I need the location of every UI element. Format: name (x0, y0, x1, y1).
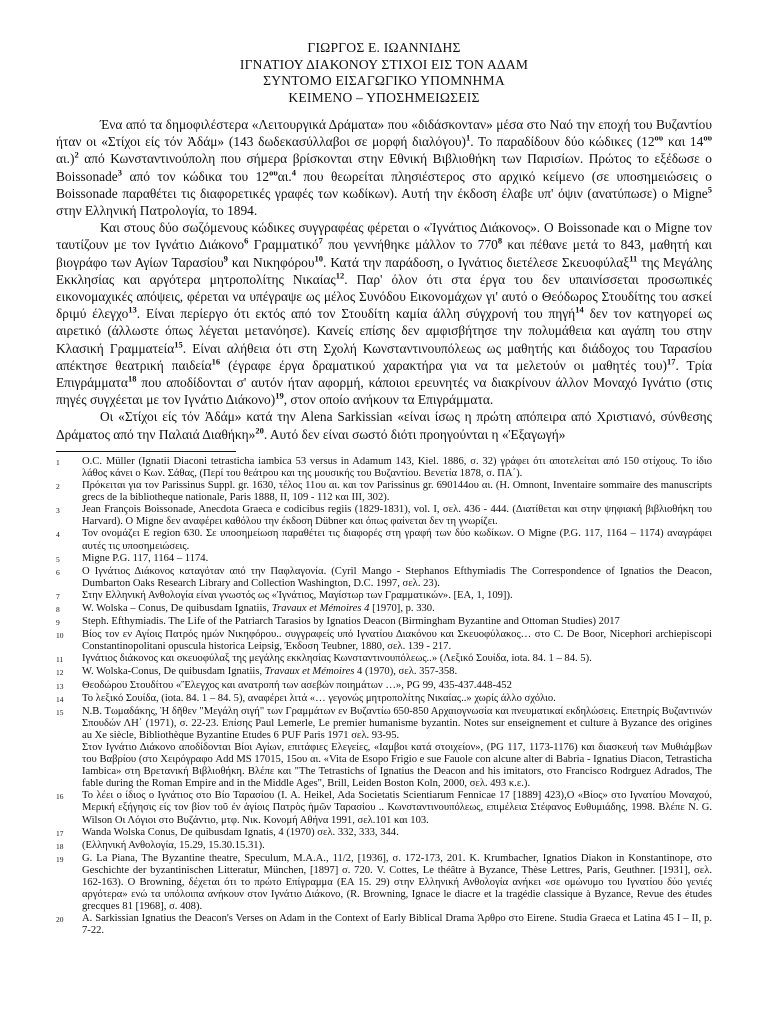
footnote (56, 790, 712, 826)
footnote-number: 16 (56, 792, 64, 802)
footnote-number: 9 (56, 618, 60, 628)
footnote-marker[interactable]: ου (654, 132, 664, 143)
footnote (56, 680, 712, 693)
footnote (56, 666, 712, 679)
footnote-number: 4 (56, 530, 60, 540)
text-run: αι.) (56, 151, 75, 167)
text-run: από Κωνσταντινούπολη που σήμερα βρίσκονται στην Εθνική Βιβλιοθήκη των Παρισίων. Πρώτος το εξέδωσε ο Boissonade (56, 151, 712, 184)
footnote-marker[interactable]: 8 (497, 235, 503, 246)
footnote-text (82, 853, 712, 913)
footnote-text-run: Wanda Wolska Conus, De quibusdam Ignatis, 4 (1970) σελ. 332, 333, 344. (82, 826, 399, 838)
section-heading: ΚΕΙΜΕΝΟ – ΥΠΟΣΗΜΕΙΩΣΕΙΣ (288, 89, 480, 105)
footnote-text-run: Migne P.G. 117, 1164 – 1174. (82, 552, 209, 564)
footnote-number: 20 (56, 915, 64, 925)
footnote (56, 853, 712, 913)
footnote (56, 603, 712, 616)
footnote-marker[interactable]: ου (269, 167, 278, 178)
footnote-number: 13 (56, 681, 64, 691)
footnote-divider (56, 451, 236, 452)
footnote-marker[interactable]: 5 (707, 184, 712, 195)
footnote-text-run: W. Wolska-Conus, De quibusdam Ignatiis, (82, 666, 265, 678)
footnote-marker[interactable]: 19 (275, 390, 284, 401)
footnote-number: 8 (56, 604, 60, 614)
footnote-marker[interactable]: 16 (211, 356, 221, 367)
text-run: που θεωρείται πλησιέστερος στο αρχικό κείμενο (σε υποσημειώσεις ο Boissonade παραθέτει τις διαφορετικές γραφές των κωδίκων). Αυτή την έκδοση έλαβε υπ' όψιν (ανατύπωσε) ο Migne (56, 168, 712, 201)
body-paragraph (56, 116, 712, 219)
footnote (56, 528, 712, 552)
footnotes (56, 456, 712, 938)
text-run: της Μεγάλης Εκκλησίας και αργότερα μητροπολίτης Νικαίας (56, 254, 712, 287)
footnote-number: 19 (56, 854, 64, 864)
footnote-number: 3 (56, 506, 60, 516)
footnote-number: 15 (56, 707, 64, 717)
footnote-marker[interactable]: 20 (255, 425, 264, 436)
text-run: . Αυτό δεν είναι σωστό διότι προηγούνται η «Ἐξαγωγή» (263, 426, 566, 442)
footnote-marker[interactable]: 14 (575, 304, 584, 315)
footnote (56, 480, 712, 504)
author-name: ΓΙΩΡΓΟΣ Ε. ΙΩΑΝΝΙΔΗΣ (307, 40, 461, 55)
footnote-text-run: Ο Ιγνάτιος Διάκονος καταγόταν από την Παφλαγονία. (Cyril Mango - Stephanos Efthymiadis The Correspondence of Ignatios the Deacon, Dumbarton Oaks Research Library and Collection Washington, D.C. 1997, σελ. 23). (82, 565, 712, 589)
footnote-text-run: Το λεξικό Σουίδα, (iota. 84. 1 – 84. 5), αναφέρει λιτά «… γεγονώς μητροπολίτης Νικαίας..» χωρίς άλλο σχόλιο. (82, 692, 556, 704)
footnote-marker[interactable]: 9 (223, 253, 228, 264)
footnote-text (82, 528, 712, 552)
footnote-text-run: O.C. Müller (Ignatii Diaconi tetrasticha iambica 53 versus in Adamum 143, Kiel. 1886, σ. 32) γράφει ότι αποτελείται από 150 στίχους. Το ίδιο λάθος κάνει ο Κων. Σάθας, (Περί του θεάτρου και της μουσικής του Βυζαντίου. Βενετία 1878, σ. ΠΑ΄). (82, 455, 712, 479)
footnote-text-run: A. Sarkissian Ignatius the Deacon's Verses on Adam in the Context of Early Biblical Drama Άρθρο στο Eirene. Studia Graeca et Latina 45 I – II, p. 7-22. (82, 913, 712, 937)
footnote-number: 2 (56, 482, 60, 492)
footnote-number: 18 (56, 841, 64, 851)
footnote-marker[interactable]: 10 (314, 253, 323, 264)
footnote-text-run: Θεοδώρου Στουδίτου «Ἔλεγχος και ανατροπή των ασεβών ποιημάτων …», PG 99, 435-437.448-452 (82, 679, 512, 691)
footnote (56, 553, 712, 566)
footnote-text (82, 790, 712, 826)
footnote-text-tail: [1970], p. 330. (369, 602, 435, 614)
text-run: δεν τον κατηγορεί ως αιρετικό (άλλωστε όπως λέγεται μετανόησε). Κανείς επίσης δεν αμφισβήτησε την πολυμάθεια και αγάπη του στην Κλασική Γραμματεία (56, 306, 712, 356)
text-run: και 14 (663, 134, 704, 150)
footnote-text-run: Πρόκειται για τον Parissinus Suppl. gr. 1630, τέλος 11ου αι. και τον Parissinus gr. 690144ου αι. (H. Omnont, Inventaire sommaire des manuscripts grecs de la bibliotheque nationale, Paris 1888, II, 109 - 112 και III, 302). (82, 480, 712, 504)
text-run: που αποδίδονται σ' αυτόν ήταν αφορμή, κάποιοι ερευνητές να διακρίνουν άλλον Μοναχό Ιγνάτιο (στις πηγές συγχέεται με τον Ιγνάτιο Διάκονο) (56, 375, 712, 408)
body-paragraph (56, 408, 712, 442)
footnote-marker[interactable]: 11 (629, 253, 638, 264)
footnote-text (82, 913, 712, 937)
footnote-marker[interactable]: ου (703, 132, 712, 143)
text-run: . Τρία Επιγράμματα (56, 357, 713, 391)
footnote-text-run: Ιγνάτιος διάκονος και σκευοφύλαξ της μεγάλης εκκλησίας Κωνσταντινουπόλεως..» (Λεξικό Σουίδα, iota. 84. 1 – 84. 5). (82, 653, 592, 665)
footnote (56, 653, 712, 666)
footnote-text (82, 590, 712, 603)
text-run: που γεννήθηκε μάλλον το 770 (322, 237, 498, 253)
footnote-italic-title: Travaux et Mémoires (264, 666, 355, 678)
text-run: Οι «Στίχοι είς τόν Ἀδάμ» κατά την Alena Sarkissian «είναι ίσως η πρώτη απόπειρα από Χριστιανό, σύνθεσης Δράματος από την Παλαιά Διαθήκη» (56, 409, 712, 442)
footnote-number: 7 (56, 591, 60, 601)
footnote-number: 1 (56, 457, 60, 467)
footnote-text (82, 629, 712, 653)
footnote-marker[interactable]: 3 (117, 167, 122, 178)
footnote-text (82, 680, 712, 693)
text-run: και Νικηφόρου (227, 254, 315, 270)
footnote-text-run: Στον Ιγνάτιο Διάκονο αποδίδονται Βίοι Αγίων, επιτάφιες Ελεγείες, «Ιαμβοι κατά στοιχείον», (PG 117, 1173-1176) και διασκευή των Μυθιάμβων του Βαβρίου (στο Χειρόγραφο Add MS 17015, 15ου αι. «Vita de Esopo Frigio e sue Fauole con alcune alter di Babria - Ignatius Diacon, Tetrasticha Iambica» στη Βρετανική Βιβλιοθήκη. Βλέπε και "The Tetrastichs of Ignatius the Deacon and his imitators, στο Francisco Rodrguez Adrados, The fable during the Roman Empire and in the Middle Ages", Brill, Leiden Boston Koln, 2000, σελ. 493 κ.ε.). (82, 742, 712, 790)
footnote-text (82, 827, 712, 840)
footnote-text-run: G. La Piana, The Byzantine theatre, Speculum, M.A.A., 11/2, [1936], σ. 172-173, 201. K. Krumbacher, Ignatios Diakon in Konstantinope, στο Geschichte der byzantinischen Litteratur, München, [1897] σ. 720. V. Cottes, Le théâtre à Byzance, Thèse Lettres, Paris, Geuthner. [1931], σελ. 162-163). O Browning, δέχεται ότι το πρώτο Επίγραμμα (EA 15. 29) στην Ελληνική Ανθολογία ανήκει «σε ομώνυμο του Ιγνατίου δύο γενιές αργότερα» ενώ τα υπόλοιπα ανήκουν στον Ιγνάτιο Διάκονο, (R. Browning, Ignace le diacre et la tragédie classique à Byzance, Revue des études grecques 81 [1968], σ. 408). (82, 852, 712, 913)
footnote (56, 840, 712, 853)
footnote-text (82, 706, 712, 791)
footnote-number: 12 (56, 668, 64, 678)
footnote (56, 504, 712, 528)
text-run: . Κατά την παράδοση, ο Ιγνάτιος διετέλεσε Σκευοφύλαξ (323, 254, 630, 270)
footnote-marker[interactable]: 18 (127, 373, 137, 384)
text-run: αι. (277, 168, 292, 184)
footnote-marker[interactable]: 12 (335, 270, 345, 281)
footnote (56, 456, 712, 480)
footnote-text (82, 480, 712, 504)
footnote-marker[interactable]: 15 (174, 339, 183, 350)
document-title: ΙΓΝΑΤΙΟΥ ΔΙΑΚΟΝΟΥ ΣΤΙΧΟΙ ΕΙΣ ΤΟΝ ΑΔΑΜ (239, 56, 529, 72)
footnote-text-run: W. Wolska – Conus, De quibusdam Ignatiis, (82, 602, 272, 614)
text-run: Γραμματικό (248, 237, 319, 253)
footnote-text (82, 653, 712, 666)
footnote-text-run: Ν.Β. Τωμαδάκης, Ἡ δῆθεν "Μεγάλη σιγή" των Γραμμάτων εν Βυζαντίω 650-850 Αρχαιογνωσία και πνευματικαί εκδηλώσεις. Επετηρίς Βυζαντινών Σπουδών ΛΗ΄ (1971), σ. 22-23. Επίσης Paul Lemerle, Le premier humanisme byzantin. Notes sur enseignement et culture à Byzance des origines au Xe siècle, Bibliothèque Byzantine Etudes 6 PUF Paris 1971 σελ. 93-95. (82, 705, 712, 741)
footnote-marker[interactable]: 2 (74, 149, 79, 160)
text-run: (έγραφε έργα δραματικού χαρακτήρα για να τα μελετούν οι μαθητές του) (220, 357, 667, 373)
footnote-number: 6 (56, 567, 60, 577)
text-run: Και στους δύο σωζόμενους κώδικες συγγραφέας φέρεται ο «Ἰγνάτιος Διάκονος». Ο Boissonade και ο Migne τον ταυτίζουν με τον Ιγνάτιο Διάκονο (56, 220, 712, 253)
footnote-text (82, 693, 712, 706)
footnote-text-run: Steph. Efthymiadis. The Life of the Patriarch Tarasios by Ignatios Deacon (Birmingham Byzantine and Ottoman Studies) 2017 (82, 616, 620, 628)
footnote-marker[interactable]: 4 (291, 167, 296, 178)
footnote-text (82, 553, 712, 566)
footnote (56, 827, 712, 840)
body-paragraph (56, 219, 712, 408)
footnote (56, 566, 712, 590)
footnote (56, 616, 712, 629)
footnote-text-run: Το λέει ο ίδιος ο Ιγνάτιος στο Βίο Ταρασίου (I. A. Heikel, Ada Societatis Scientiarum Fennicae 17 [1889] 423),O «Βίος» στο Ιγνατίου Μοναχού, Μερική εξήγησις είς τον βίον τοῦ ἐν ἁγίοις Πατρὸς ἡμῶν Ταρασίου .. Κωνσταντινουπόλεως, επιμέλεια Στέφανος Ευθυμιάδης, 1998. Βλέπε N. G. Wilson Οι Λόγιοι στο Βυζάντιο, μτφ. Νικ. Κονομή Αθήνα 1991, σελ.101 και 103. (82, 790, 712, 826)
footnote-text (82, 616, 712, 629)
footnote-text (82, 840, 712, 853)
footnote-text (82, 566, 712, 590)
footnote (56, 629, 712, 653)
footnote-text (82, 603, 712, 616)
footnote-marker[interactable]: 13 (128, 304, 137, 315)
footnote-text-run: Βίος τον εν Αγίοις Πατρός ημών Νικηφόρου.. συγγραφείς υπό Ιγνατίου Διακόνου και Σκευοφύλακος… στο C. De Boor, Nicephori archiepiscopi Constantinopolitani opuscula historica Leipsig, Έκδοση Teubner, 1880, σελ. 139 - 217. (82, 629, 712, 653)
text-run: . Είναι αλήθεια ότι στη Σχολή Κωνσταντινουπόλεως ως μαθητής και διάδοχος του Ταρασίου απέκτησε θεατρική παιδεία (56, 340, 712, 373)
footnote-number: 5 (56, 554, 60, 564)
footnote-text (82, 456, 712, 480)
document-subtitle: ΣΥΝΤΟΜΟ ΕΙΣΑΓΩΓΙΚΟ ΥΠΟΜΝΗΜΑ (263, 73, 505, 88)
footnote-marker[interactable]: 7 (318, 235, 323, 246)
footnote (56, 590, 712, 603)
footnote-text-run: (Ελληνική Ανθολογία, 15.29, 15.30.15.31). (82, 839, 265, 851)
footnote-marker[interactable]: 17 (666, 356, 676, 367)
footnote-number: 14 (56, 694, 64, 704)
footnote-number: 10 (56, 631, 64, 641)
text-run: στην Ελληνική Πατρολογία, το 1894. (56, 203, 258, 219)
footnote-text (82, 666, 712, 679)
footnote-text-run: Τον ονομάζει E region 630. Σε υποσημείωση παραθέτει τις διαφορές στη γραφή των δύο κωδίκων. O Migne (P.G. 117, 1164 – 1174) αναγράφει αυτές τις υποσημειώσεις. (82, 528, 712, 552)
footnote-text (82, 504, 712, 528)
footnote-number: 17 (56, 828, 64, 838)
text-run: Ένα από τα δημοφιλέστερα «Λειτουργικά Δράματα» που «διδάσκονταν» μέσα στο Ναό την εποχή του Βυζαντίου ήταν οι «Στίχοι είς τόν Ἀδάμ» (143 δωδεκασύλλαβοι σε μορφή διαλόγου) (56, 117, 712, 150)
footnote-marker[interactable]: 6 (244, 235, 249, 246)
text-run: . Παρ' όλον ότι στα έργα του δεν υπαινίσσεται προσωπικές εικονομαχικές απόψεις, φέρεται να υπέγραψε ως μέλος Συνόδου Εικονομάχων γι' αυτό ο Θεόδωρος Στουδίτης του ασκεί δριμύ έλεγχο (56, 271, 712, 322)
text-run: από τον κώδικα του 12 (122, 168, 270, 184)
footnote-italic-title: Travaux et Mémoires 4 (271, 602, 370, 614)
text-run: . Το παραδίδουν δύο κώδικες (12 (470, 134, 655, 150)
text-run: και πέθανε μετά το 843, μαθητή και βιογράφο των Αγίων Ταρασίου (56, 237, 712, 270)
footnote-text-run: Jean François Boissonade, Anecdota Graeca e codicibus regiis (1829-1831), vol. I, σελ. 436 - 444. (Διατίθεται και στην ψηφιακή βιβλιοθήκη του Harvard). O Migne δεν αναφέρει καθόλου την έκδοση Dübner και όπως φαίνεται δεν τη γνωρίζει. (82, 504, 712, 528)
text-run: . Είναι περίεργο ότι εκτός από τον Στουδίτη καμία άλλη σύγχρονή του πηγή (136, 306, 576, 322)
footnote-text-tail: 4 (1970), σελ. 357-358. (354, 666, 458, 678)
body-text (56, 116, 712, 443)
footnote-number: 11 (56, 655, 64, 665)
footnote-marker[interactable]: 1 (465, 132, 471, 143)
footnote (56, 693, 712, 706)
footnote (56, 913, 712, 937)
footnote-text-run: Στην Ελληνική Ανθολογία είναι γνωστός ως «Ἰγνάτιος, Μαγίστωρ των Γραμματικών». [ΕΑ, 1, 109]). (82, 589, 513, 601)
text-run: , στον οποίο ανήκουν τα Επιγράμματα. (283, 392, 494, 408)
footnote (56, 706, 712, 791)
document-header (56, 40, 712, 106)
